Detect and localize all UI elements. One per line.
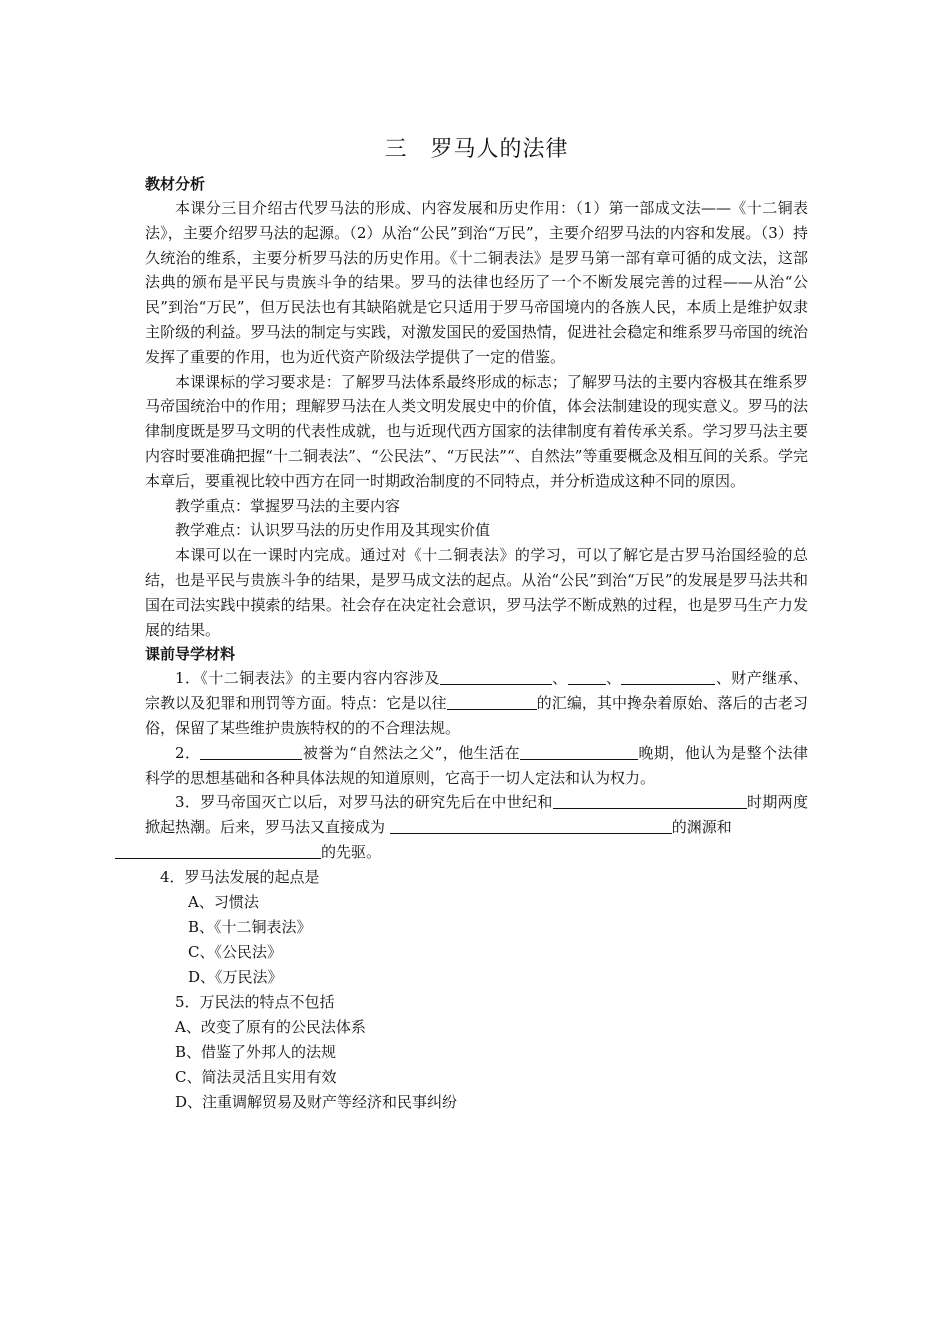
choice-option[interactable]: A、改变了原有的公民法体系: [175, 1017, 366, 1036]
answer-blank[interactable]: [621, 668, 715, 685]
answer-blank[interactable]: [568, 668, 606, 685]
section-heading-textbook-analysis: 教材分析: [145, 175, 206, 193]
question-text: 、财产继承、宗教以及犯罪和刑罚等方面。特点：它是以往: [145, 669, 808, 713]
question-2: [145, 741, 808, 791]
choice-option[interactable]: D、注重调解贸易及财产等经济和民事纠纷: [175, 1092, 458, 1111]
question-text: 被誉为“自然法之父”，他生活在: [302, 743, 521, 762]
question-4-stem: 4．罗马法发展的起点是: [160, 867, 320, 886]
separator: 、: [551, 669, 568, 688]
question-text: 1．《十二铜表法》的主要内容内容涉及: [175, 669, 440, 688]
question-text: 晚期，他认为是整个法律科学的思想基础和各种具体法规的知道原则，它高于一切人定法和认为权力。: [145, 743, 808, 787]
section-heading-preview-material: 课前导学材料: [145, 645, 236, 664]
paragraph: 本课课标的学习要求是：了解罗马法体系最终形成的标志；了解罗马法的主要内容极其在维系罗马帝国统治中的作用；理解罗马法在人类文明发展史中的价值，体会法制建设的现实意义。罗马的法律制度既是罗马文明的代表性成就，也与近现代西方国家的法律制度有着传承关系。学习罗马法主要内容时要准确把握“十二铜表法”、“公民法”、“万民法”“、自然法”等重要概念及相互间的关系。学完本章后，要重视比较中西方在同一时期政治制度的不同特点，并分析造成这种不同的原因。: [145, 372, 808, 490]
choice-option[interactable]: B、《十二铜表法》: [188, 917, 312, 936]
question-text: 的汇编，其中搀杂着原始、落后的古老习俗，保留了某些维护贵族特权的的不合理法规。: [145, 694, 808, 737]
question-5-stem: 5．万民法的特点不包括: [175, 992, 335, 1011]
paragraph: 本课可以在一课时内完成。通过对《十二铜表法》的学习，可以了解它是古罗马治国经验的总结，也是平民与贵族斗争的结果，是罗马成文法的起点。从治“公民”到治“万民”的发展是罗马法共和国在司法实践中摸索的结果。社会存在决定社会意识，罗马法学不断成熟的过程，也是罗马生产力发展的结果。: [145, 546, 808, 639]
page-title: 三 罗马人的法律: [384, 137, 569, 162]
paragraph: 本课分三目介绍古代罗马法的形成、内容发展和历史作用：（1）第一部成文法——《十二铜表法》，主要介绍罗马法的起源。（2）从治“公民”到治“万民”，主要介绍罗马法的内容和发展。（3）持久统治的维系，主要分析罗马法的历史作用。《十二铜表法》是罗马第一部有章可循的成文法，这部法典的颁布是平民与贵族斗争的结果。罗马的法律也经历了一个不断发展完善的过程——从治“公民”到治“万民”，但万民法也有其缺陷就是它只适用于罗马帝国境内的各族人民，本质上是维护奴隶主阶级的利益。罗马法的制定与实践，对激发国民的爱国热情，促进社会稳定和维系罗马帝国的统治发挥了重要的作用，也为近代资产阶级法学提供了一定的借鉴。: [145, 199, 808, 366]
question-text: 的渊源和: [671, 818, 732, 837]
question-text: 2．: [175, 743, 201, 762]
separator: 、: [605, 669, 622, 688]
question-text: 3．罗马帝国灭亡以后，对罗马法的研究先后在中世纪和: [175, 793, 553, 812]
question-text: 的先驱。: [321, 842, 382, 861]
answer-blank[interactable]: [115, 842, 321, 859]
answer-blank[interactable]: [447, 693, 537, 710]
choice-option[interactable]: A、习惯法: [188, 892, 259, 911]
answer-blank[interactable]: [553, 792, 747, 809]
teaching-difficulty: 教学难点：认识罗马法的历史作用及其现实价值: [175, 521, 491, 540]
question-3: [145, 790, 808, 864]
teaching-focus: 教学重点：掌握罗马法的主要内容: [175, 496, 401, 515]
document-page: [145, 132, 808, 1115]
question-1: [145, 666, 808, 740]
choice-option[interactable]: C、《公民法》: [188, 942, 282, 961]
question-text: 时期两度掀起热潮。后来，罗马法又直接成为: [145, 793, 808, 837]
choice-option[interactable]: D、《万民法》: [188, 967, 283, 986]
choice-option[interactable]: B、借鉴了外邦人的法规: [175, 1042, 337, 1061]
answer-blank[interactable]: [200, 743, 302, 760]
answer-blank[interactable]: [440, 668, 552, 685]
choice-option[interactable]: C、简法灵活且实用有效: [175, 1067, 337, 1086]
answer-blank[interactable]: [390, 817, 672, 834]
answer-blank[interactable]: [520, 743, 638, 760]
